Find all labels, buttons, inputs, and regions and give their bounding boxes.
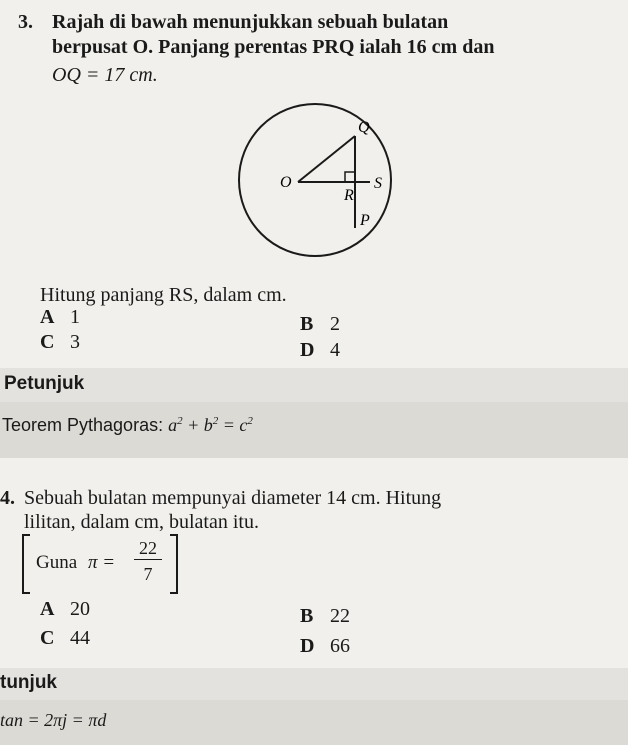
- q3-line1: Rajah di bawah menunjukkan sebuah bulatan: [52, 11, 449, 33]
- radius-oq: [298, 136, 355, 182]
- option-value: 2: [330, 313, 340, 335]
- q4-option-d[interactable]: [300, 634, 350, 659]
- tip1-prefix: Teorem Pythagoras:: [2, 415, 164, 435]
- frac-num: 22: [134, 538, 162, 560]
- option-letter: D: [300, 339, 315, 361]
- q4-number: 4.: [0, 487, 15, 509]
- label-o: O: [280, 174, 292, 191]
- option-letter: C: [40, 627, 55, 649]
- guna-pi: π =: [88, 552, 116, 573]
- circle-diagram: [220, 100, 430, 270]
- tip1-text: [2, 415, 253, 436]
- tip1-formula: [168, 415, 253, 435]
- label-q: Q: [358, 119, 370, 136]
- formula-plus: +: [187, 415, 200, 435]
- option-value: 3: [70, 331, 80, 353]
- q3-option-a[interactable]: [40, 305, 80, 330]
- option-letter: A: [40, 598, 55, 620]
- option-letter: B: [300, 605, 314, 627]
- q3-line3: OQ = 17 cm.: [52, 64, 158, 86]
- q3-option-c[interactable]: [40, 330, 80, 355]
- q3-number: 3.: [18, 11, 33, 33]
- tip1-title: Petunjuk: [4, 373, 85, 394]
- option-letter: B: [300, 313, 314, 335]
- option-letter: D: [300, 635, 315, 657]
- option-value: 4: [330, 339, 340, 361]
- option-value: 44: [70, 627, 90, 649]
- formula-b: b: [203, 415, 213, 435]
- q4-line1: Sebuah bulatan mempunyai diameter 14 cm. Hitung: [24, 487, 442, 509]
- q4-option-b[interactable]: [300, 604, 350, 629]
- tip1-title-bar: [0, 368, 628, 402]
- option-letter: A: [40, 306, 55, 328]
- formula-a: a: [168, 415, 178, 435]
- tip2-title: tunjuk: [0, 672, 57, 693]
- bracket-right: [170, 534, 178, 594]
- q3-option-b[interactable]: [300, 312, 340, 337]
- formula-equals: =: [222, 415, 235, 435]
- exp-a: 2: [177, 415, 183, 427]
- q3-option-d[interactable]: [300, 338, 340, 363]
- frac-den: 7: [143, 564, 153, 584]
- option-value: 22: [330, 605, 350, 627]
- formula-c: c: [239, 415, 248, 435]
- option-letter: C: [40, 331, 55, 353]
- option-value: 66: [330, 635, 350, 657]
- q4-option-a[interactable]: [40, 597, 90, 622]
- exp-c: 2: [247, 415, 253, 427]
- q4-option-c[interactable]: [40, 626, 90, 651]
- option-value: 20: [70, 598, 90, 620]
- label-p: P: [360, 212, 370, 229]
- q4-line2: lilitan, dalam cm, bulatan itu.: [24, 511, 259, 533]
- label-r: R: [344, 187, 354, 204]
- bracket-left: [22, 534, 30, 594]
- exp-b: 2: [212, 415, 219, 427]
- option-value: 1: [70, 306, 80, 328]
- guna-box: [22, 534, 182, 592]
- tip2-formula: tan = 2πj = πd: [0, 710, 107, 730]
- guna-label: Guna: [36, 552, 78, 573]
- label-s: S: [374, 175, 382, 192]
- q3-question: Hitung panjang RS, dalam cm.: [40, 284, 287, 306]
- q3-line2: berpusat O. Panjang perentas PRQ ialah 16 cm dan: [52, 36, 495, 58]
- right-angle-mark: [345, 172, 355, 182]
- tip2-title-bar: [0, 668, 628, 700]
